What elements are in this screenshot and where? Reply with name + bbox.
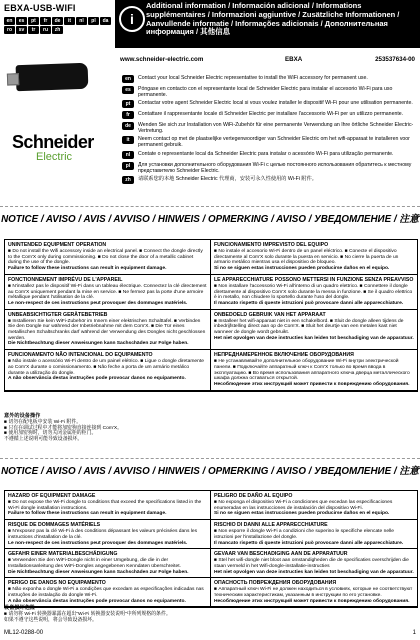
notice-block	[211, 310, 417, 351]
chinese-line: 如果不遵守这些说明，将会导致设备损坏。	[4, 617, 97, 623]
notice-block-warning: Het niet opvolgen van deze instructies kan leiden tot beschadiging van de apparatuur.	[214, 335, 414, 341]
language-badge: it	[122, 136, 134, 144]
instruction-text: Wenden Sie sich zur Installation von WiFi-Zubehör für eine permanente Verwendung an Ihre örtliche Schneider Electric-Vertretung.	[138, 122, 414, 135]
instruction-row	[122, 75, 416, 84]
notice-block-warning: Le non-respect de ces instructions peut provoquer des dommages matériels.	[8, 540, 188, 546]
chinese-line: ■ 请勿将 Wi-Fi 转换器暴露在超出"Wi-Fi 转换器安装说明"中所列规格的条件。	[4, 611, 171, 617]
schneider-logo	[12, 132, 108, 168]
instruction-text: Contate o representante local da Schneider Electric para instalar o acessório Wi-Fi para utilização permanente.	[138, 150, 394, 157]
page-number: 1	[412, 630, 416, 636]
notice-block-warning: Несоблюдение этих инструкций может привести к повреждению оборудования.	[214, 381, 410, 387]
additional-info-title: Additional information / Información adicional / Informations supplémentaires / Informazioni aggiuntive / Zusätzliche Informationen / Aanvullende informatie / Informações adicionais / Дополнительная информация / 其他信息	[146, 1, 400, 37]
notice-block	[211, 578, 417, 607]
notice-block-title: ONBEDOELD GEBRUIK VAN HET APPARAAT	[214, 311, 326, 318]
reference-line	[120, 56, 415, 66]
notice-heading: NOTICE / AVISO / AVIS / AVVISO / HINWEIS / OPMERKING / AVISO / УВЕДОМЛЕНИЕ / 注意	[1, 466, 419, 477]
notice-block	[5, 578, 211, 607]
chinese-line: ■ 使用加密狗时，切勿关闭金属柜的柜门。	[4, 431, 97, 437]
chinese-title: 设备损坏危险	[4, 605, 36, 611]
notice-block-text: ■ Non installare l'accessorio Wi-Fi all'interno di un quadro elettrico. ■ Connettere il dongle direttamente al dispositivo Com'X solo durante la messa in funzione. ■ Se il quadro elettrico è in metallo, non chiudere lo sportello durante l'uso del dongle.	[214, 283, 413, 301]
notice-block-text: ■ N'installez pas le dispositif Wi-Fi dans un tableau électrique. Connectez la clé directement au Com'X uniquement pendant la mise en service. ■ Ne fermez pas la porte d'une armoire métallique pendant l'utilisation de la clé.	[8, 283, 207, 301]
notice-block-warning: Die Nichtbeachtung dieser Anweisungen kann Sachschäden zur Folge haben.	[8, 569, 189, 575]
notice-block	[211, 520, 417, 549]
instruction-text: Contattare il rappresentante locale di Schneider Electric per installare l'accessorio Wi-Fi per un utilizzo permanente.	[138, 111, 404, 118]
notice-block-title: UNBEABSICHTIGTER GERÄTEBETRIEB	[8, 311, 108, 318]
instruction-row	[122, 176, 416, 185]
notice-block-warning: Si no se siguen estas instrucciones pueden producirse daños en el equipo.	[214, 266, 390, 272]
instruction-row	[122, 136, 416, 148]
language-badge: ro	[4, 26, 15, 34]
notice-block-text: ■ No exponga el dispositivo Wi-Fi a condiciones que excedan las especificaciones enumeradas en las instrucciones de instalación del dispositivo Wi-Fi.	[214, 500, 393, 511]
language-badge: en	[122, 75, 134, 83]
notice-heading: NOTICE / AVISO / AVIS / AVVISO / HINWEIS / OPMERKING / AVISO / УВЕДОМЛЕНИЕ / 注意	[1, 214, 419, 225]
notice-block-title: ОПАСНОСТЬ ПОВРЕЖДЕНИЯ ОБОРУДОВАНИЯ	[214, 580, 337, 587]
language-badge: nl	[122, 151, 134, 159]
language-badge: ru	[40, 26, 51, 34]
document-number: 253537634-00	[375, 56, 415, 63]
notice-block-title: UNINTENDED EQUIPMENT OPERATION	[8, 242, 107, 248]
website-url[interactable]: www.schneider-electric.com	[120, 56, 204, 63]
notice-grid-1	[4, 239, 418, 392]
instruction-row	[122, 111, 416, 120]
language-badge: zh	[122, 176, 134, 184]
notice-block	[5, 549, 211, 578]
notice-block-title: НЕПРЕДНАМЕРЕННОЕ ВКЛЮЧЕНИЕ ОБОРУДОВАНИЯ	[214, 352, 354, 359]
notice-block-title: GEVAAR VAN BESCHADIGING AAN DE APPARATUUR	[214, 551, 348, 558]
notice-block-title: PERIGO DE DANOS NO EQUIPAMENTO	[8, 580, 106, 587]
notice-block-title: GEFAHR EINER MATERIALBESCHÄDIGUNG	[8, 551, 118, 558]
notice-block	[211, 350, 417, 391]
language-badge: de	[122, 122, 134, 130]
notice-block-title: HAZARD OF EQUIPMENT DAMAGE	[8, 493, 96, 499]
brand-name: Schneider	[12, 132, 94, 152]
language-badge: it	[64, 17, 75, 25]
notice-block	[211, 549, 417, 578]
notice-block	[5, 491, 211, 520]
language-badge: pt	[28, 17, 39, 25]
chinese-notice-2	[4, 606, 194, 623]
instruction-text: Póngase en contacto con el representante local de Schneider Electric para instalar el accesorio Wi-Fi para uso permanente.	[138, 86, 393, 99]
instruction-row	[122, 86, 416, 98]
notice-block-title: RISCHIO DI DANNI ALLE APPARECCHIATURE	[214, 522, 328, 529]
chinese-notice-1	[4, 414, 194, 443]
instruction-text: 请联系您的本地 Schneider Electric 代理商，安装可永久性使用的 Wi-Fi 附件。	[138, 175, 317, 182]
notice-block-warning: Failure to follow these instructions can result in equipment damage.	[8, 266, 167, 272]
language-badge: fr	[122, 111, 134, 119]
notice-block-text: ■ Não exponha o dongle Wi-Fi a condições que excedam as especificações indicadas nas instruções de instalação do dongle Wi-Fi.	[8, 587, 204, 599]
notice-block-warning: Si no se siguen estas instrucciones pueden producirse daños en el equipo.	[214, 511, 390, 517]
notice-block	[211, 240, 417, 275]
notice-block-text: ■ Non esporre il dongle Wi-Fi a condizioni che superino le specifiche elencate nelle istruzioni per l'installazione del dongle.	[214, 529, 394, 540]
notice-block-text: ■ Do not install the Wifi accessory inside an electrical panel. ■ Connect the dongle directly to the Com'X only during commissioning. ■ Do not close the door of a metallic cabinet during the use of the dongle.	[8, 249, 203, 266]
language-badge: pl	[88, 17, 99, 25]
language-badge: pl	[122, 162, 134, 170]
notice-block-title: LE APPARECCHIATURE POSSONO METTERSI IN FUNZIONE SENZA PREAVVISO	[214, 276, 414, 283]
notice-block-text: ■ N'exposez pas la clé Wi-Fi à des conditions dépassant les valeurs précisées dans les instructions d'installation de la clé.	[8, 529, 198, 540]
notice-block-text: ■ Аппаратный ключ Wi-Fi не должен находиться в условиях, которые не соответствуют техническим характеристикам, указанным в инструкции по его установке.	[214, 587, 413, 599]
notice-block-title: FONCTIONNEMENT IMPRÉVU DE L'APPAREIL	[8, 276, 123, 283]
notice-block	[5, 310, 211, 351]
notice-block-text: ■ Installeer het wifi-apparaat niet in een schakelbord. ■ Sluit de dongle alleen tijdens de inbedrijfstelling direct aan op de Com'X. ■ Sluit het deurtje van een metalen kast niet wanneer de dongle wordt gebruikt.	[214, 318, 404, 336]
instruction-row	[122, 122, 416, 134]
notice-block-warning: Il mancato rispetto di queste istruzioni può provocare danni alle apparecchiature.	[214, 540, 404, 546]
language-badge: en	[4, 17, 15, 25]
chinese-title: 意外的设备操作	[4, 413, 41, 419]
language-badge: es	[16, 17, 27, 25]
chinese-line: 不遵循上述说明可能导致设备损坏。	[4, 437, 83, 443]
language-badge: pt	[122, 100, 134, 108]
language-instructions	[122, 75, 416, 187]
language-badge: es	[122, 86, 134, 94]
info-icon: i	[119, 6, 145, 32]
dashed-separator	[0, 458, 420, 459]
notice-block	[211, 491, 417, 520]
instruction-text: Для установки дополнительного оборудования Wi-Fi с целью постоянного использования обратитесь к местному представителю Schneider Electric.	[138, 161, 412, 174]
notice-grid-2	[4, 490, 418, 608]
document-code: ML12-0288-00	[4, 630, 44, 636]
additional-info-header	[115, 0, 420, 48]
notice-block-warning: Het niet opvolgen van deze instructies kan leiden tot beschadiging van de apparatuur.	[214, 569, 414, 575]
language-badge: da	[100, 17, 111, 25]
dashed-separator	[0, 206, 420, 207]
notice-block-text: ■ Verwenden Sie den WiFi-Dongle nicht in einer Umgebung, die die in der Installationsanleitung des WiFi-Dongles angegebenen Kenndaten überschreitet.	[8, 558, 181, 569]
notice-block	[5, 520, 211, 549]
brand-sub: Electric	[36, 151, 73, 163]
notice-block-text: ■ Не устанавливайте дополнительное оборудование Wi-Fi внутри электрической панели. ■ Подключайте аппаратный ключ к Com'X только во время ввода в эксплуатацию. ■ Во время использования аппаратного ключа дверца металлического шкафа должна оставаться открытой.	[214, 359, 410, 382]
instruction-text: Neem contact op met de plaatselijke vertegenwoordiger van Schneider Electric om het wifi-apparaat te installeren voor permanent gebruik.	[138, 136, 410, 149]
notice-block-warning: Le non-respect de ces instructions peut provoquer des dommages matériels.	[8, 300, 188, 306]
language-badge: sv	[16, 26, 27, 34]
language-badge: fr	[40, 17, 51, 25]
notice-block-warning: Il mancato rispetto di queste istruzioni può provocare danni alle apparecchiature.	[214, 300, 404, 306]
language-badge: de	[52, 17, 63, 25]
notice-block	[211, 275, 417, 310]
language-badge: zh	[52, 26, 63, 34]
notice-block	[5, 350, 211, 391]
language-badge: tr	[28, 26, 39, 34]
notice-block-text: ■ No instale el accesorio Wi-Fi dentro de un panel eléctrico. ■ Conecte el dispositivo directamente al Com'X solo durante la puesta en servicio. ■ No cierre la puerta de un armario metálico mientras usa el dispositivo de bloqueo.	[214, 249, 399, 266]
instruction-text: Contactar votre agent Schneider Electric local si vous voulez installer le dispositif Wi-Fi pour une utilisation permanente.	[138, 100, 413, 107]
product-code: EBXA-USB-WIFI	[4, 3, 76, 13]
notice-block-text: ■ Do not expose the Wi-Fi dongle to conditions that exceed the specifications listed in the Wi-Fi dongle installation instructions.	[8, 500, 202, 511]
notice-block-text: ■ Stel het wifi-dongle niet bloot aan omstandigheden die de specificaties overschrijden die staan vermeld in het Wifi-dongle-installatie-instructies	[214, 558, 409, 569]
notice-block-title: PELIGRO DE DAÑO AL EQUIPO	[214, 493, 293, 499]
language-badge: nl	[76, 17, 87, 25]
usb-dongle-image	[16, 63, 89, 91]
chinese-line: ■ 切勿在配电板中安装 Wi-Fi 附件。	[4, 419, 82, 425]
chinese-line: ■ 只有在调试过程中才能将加密狗直接连接到 Com'X。	[4, 425, 123, 431]
instruction-row	[122, 100, 416, 109]
notice-block	[5, 275, 211, 310]
notice-block-warning: Failure to follow these instructions can result in equipment damage.	[8, 511, 167, 517]
notice-block-title: RISQUE DE DOMMAGES MATÉRIELS	[8, 522, 101, 529]
instruction-text: Contact your local Schneider Electric representative to install the WiFi accessory for permanent use.	[138, 75, 368, 81]
instruction-row	[122, 162, 416, 174]
notice-block	[5, 240, 211, 275]
notice-block-text: ■ Installieren Sie kein WiFi-Zubehör im Innern einer elektrischen Schalttafel. ■ Verbinden Sie den Dongle nur während der Inbetriebnahme mit dem Com'X. ■ Die Tür eines metallischen Schaltschranks darf während der Verwendung des Dongles nicht geschlossen werden.	[8, 318, 206, 341]
notice-block-title: FUNCIONAMIENTO IMPREVISTO DEL EQUIPO	[214, 242, 329, 248]
model-label: EBXA	[285, 56, 303, 63]
notice-block-warning: Несоблюдение этих инструкций может привести к повреждению оборудования.	[214, 598, 410, 604]
instruction-row	[122, 151, 416, 160]
notice-block-warning: Die Nichtbeachtung dieser Anweisungen kann Sachschäden zur Folge haben.	[8, 341, 189, 347]
notice-block-warning: A não observância destas instruções pode provocar danos no equipamento.	[8, 376, 186, 382]
notice-block-warning: A não observância destas instruções pode provocar danos no equipamento.	[8, 598, 186, 604]
notice-block-title: FUNCIONAMENTO NÃO INTENCIONAL DO EQUIPAMENTO	[8, 352, 153, 359]
language-badges	[4, 17, 114, 34]
notice-block-text: ■ Não instale o acessório Wi-Fi dentro de um painel elétrico. ■ Ligue o dongle diretamente ao Com'X durante o comissionamento. ■ Não feche a porta de um armário metálico durante a utilização do dongle.	[8, 359, 204, 376]
